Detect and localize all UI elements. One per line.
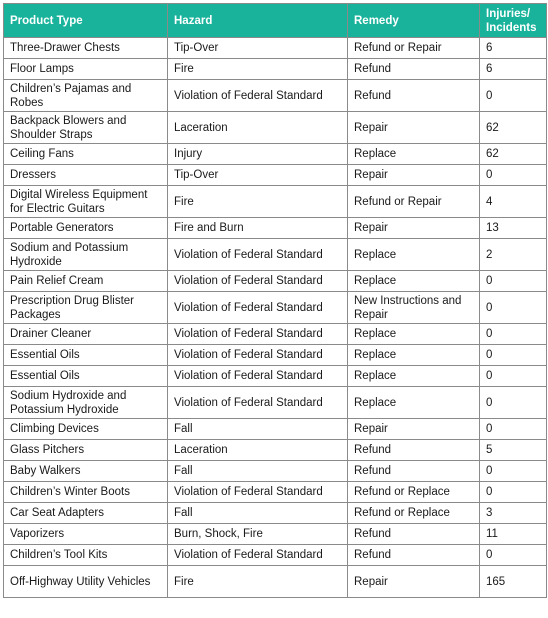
cell-remedy: Repair xyxy=(348,165,480,186)
cell-hazard: Fall xyxy=(168,503,348,524)
cell-hazard: Violation of Federal Standard xyxy=(168,482,348,503)
cell-injuries: 165 xyxy=(480,566,547,598)
cell-injuries: 6 xyxy=(480,59,547,80)
cell-injuries: 0 xyxy=(480,345,547,366)
table-row xyxy=(4,566,547,598)
cell-product-type: Pain Relief Cream xyxy=(4,271,168,292)
header-injuries-incidents: Injuries/ Incidents xyxy=(480,4,547,38)
cell-injuries: 0 xyxy=(480,271,547,292)
table-row xyxy=(4,387,547,419)
cell-product-type: Prescription Drug Blister Packages xyxy=(4,292,168,324)
cell-remedy: Repair xyxy=(348,112,480,144)
cell-product-type: Ceiling Fans xyxy=(4,144,168,165)
cell-injuries: 0 xyxy=(480,165,547,186)
table-row xyxy=(4,419,547,440)
table-row xyxy=(4,324,547,345)
cell-remedy: Repair xyxy=(348,566,480,598)
cell-hazard: Tip-Over xyxy=(168,165,348,186)
cell-injuries: 0 xyxy=(480,387,547,419)
cell-injuries: 0 xyxy=(480,324,547,345)
cell-remedy: Refund or Replace xyxy=(348,503,480,524)
cell-hazard: Violation of Federal Standard xyxy=(168,345,348,366)
cell-product-type: Portable Generators xyxy=(4,218,168,239)
cell-injuries: 11 xyxy=(480,524,547,545)
cell-remedy: New Instructions and Repair xyxy=(348,292,480,324)
cell-remedy: Replace xyxy=(348,271,480,292)
table-row xyxy=(4,112,547,144)
cell-injuries: 0 xyxy=(480,292,547,324)
cell-remedy: Refund xyxy=(348,59,480,80)
cell-product-type: Essential Oils xyxy=(4,345,168,366)
cell-product-type: Baby Walkers xyxy=(4,461,168,482)
table-row xyxy=(4,218,547,239)
cell-remedy: Refund xyxy=(348,80,480,112)
table-row xyxy=(4,503,547,524)
header-product-type: Product Type xyxy=(4,4,168,38)
cell-product-type: Off-Highway Utility Vehicles xyxy=(4,566,168,598)
cell-hazard: Fire and Burn xyxy=(168,218,348,239)
cell-hazard: Injury xyxy=(168,144,348,165)
cell-hazard: Fall xyxy=(168,419,348,440)
cell-remedy: Replace xyxy=(348,366,480,387)
cell-remedy: Refund or Repair xyxy=(348,38,480,59)
cell-hazard: Violation of Federal Standard xyxy=(168,239,348,271)
cell-remedy: Replace xyxy=(348,324,480,345)
cell-hazard: Fire xyxy=(168,59,348,80)
table-row xyxy=(4,440,547,461)
cell-injuries: 4 xyxy=(480,186,547,218)
cell-injuries: 0 xyxy=(480,545,547,566)
cell-remedy: Refund xyxy=(348,524,480,545)
cell-injuries: 0 xyxy=(480,80,547,112)
cell-product-type: Dressers xyxy=(4,165,168,186)
table-row xyxy=(4,144,547,165)
cell-product-type: Glass Pitchers xyxy=(4,440,168,461)
cell-hazard: Violation of Federal Standard xyxy=(168,271,348,292)
cell-injuries: 62 xyxy=(480,112,547,144)
cell-injuries: 2 xyxy=(480,239,547,271)
cell-product-type: Children’s Winter Boots xyxy=(4,482,168,503)
table-row xyxy=(4,292,547,324)
cell-remedy: Repair xyxy=(348,419,480,440)
cell-product-type: Backpack Blowers and Shoulder Straps xyxy=(4,112,168,144)
cell-product-type: Children’s Pajamas and Robes xyxy=(4,80,168,112)
cell-product-type: Essential Oils xyxy=(4,366,168,387)
cell-injuries: 3 xyxy=(480,503,547,524)
cell-injuries: 13 xyxy=(480,218,547,239)
table-header-row xyxy=(4,4,547,38)
cell-remedy: Refund xyxy=(348,440,480,461)
cell-product-type: Digital Wireless Equipment for Electric Guitars xyxy=(4,186,168,218)
cell-injuries: 6 xyxy=(480,38,547,59)
cell-injuries: 0 xyxy=(480,419,547,440)
cell-injuries: 0 xyxy=(480,461,547,482)
table-row xyxy=(4,545,547,566)
cell-remedy: Refund or Repair xyxy=(348,186,480,218)
cell-remedy: Replace xyxy=(348,345,480,366)
cell-remedy: Replace xyxy=(348,387,480,419)
cell-product-type: Three-Drawer Chests xyxy=(4,38,168,59)
table-row xyxy=(4,461,547,482)
cell-product-type: Drainer Cleaner xyxy=(4,324,168,345)
cell-hazard: Fire xyxy=(168,186,348,218)
table-row xyxy=(4,271,547,292)
cell-injuries: 0 xyxy=(480,366,547,387)
table-row xyxy=(4,38,547,59)
cell-hazard: Violation of Federal Standard xyxy=(168,387,348,419)
cell-hazard: Violation of Federal Standard xyxy=(168,324,348,345)
cell-hazard: Tip-Over xyxy=(168,38,348,59)
cell-hazard: Laceration xyxy=(168,112,348,144)
cell-injuries: 0 xyxy=(480,482,547,503)
cell-product-type: Sodium and Potassium Hydroxide xyxy=(4,239,168,271)
header-remedy: Remedy xyxy=(348,4,480,38)
table-row xyxy=(4,59,547,80)
table-row xyxy=(4,482,547,503)
cell-hazard: Violation of Federal Standard xyxy=(168,80,348,112)
table-row xyxy=(4,345,547,366)
cell-remedy: Replace xyxy=(348,239,480,271)
cell-product-type: Vaporizers xyxy=(4,524,168,545)
table-row xyxy=(4,366,547,387)
cell-product-type: Climbing Devices xyxy=(4,419,168,440)
cell-remedy: Refund or Replace xyxy=(348,482,480,503)
cell-product-type: Sodium Hydroxide and Potassium Hydroxide xyxy=(4,387,168,419)
cell-hazard: Violation of Federal Standard xyxy=(168,545,348,566)
cell-hazard: Violation of Federal Standard xyxy=(168,366,348,387)
table-row xyxy=(4,239,547,271)
cell-injuries: 5 xyxy=(480,440,547,461)
cell-remedy: Repair xyxy=(348,218,480,239)
recalls-table xyxy=(3,3,547,598)
cell-hazard: Laceration xyxy=(168,440,348,461)
header-hazard: Hazard xyxy=(168,4,348,38)
cell-injuries: 62 xyxy=(480,144,547,165)
table-row xyxy=(4,165,547,186)
cell-hazard: Violation of Federal Standard xyxy=(168,292,348,324)
cell-hazard: Fire xyxy=(168,566,348,598)
cell-hazard: Fall xyxy=(168,461,348,482)
cell-product-type: Floor Lamps xyxy=(4,59,168,80)
cell-product-type: Car Seat Adapters xyxy=(4,503,168,524)
cell-hazard: Burn, Shock, Fire xyxy=(168,524,348,545)
table-row xyxy=(4,186,547,218)
table-row xyxy=(4,80,547,112)
cell-remedy: Refund xyxy=(348,545,480,566)
cell-remedy: Refund xyxy=(348,461,480,482)
table-row xyxy=(4,524,547,545)
cell-remedy: Replace xyxy=(348,144,480,165)
cell-product-type: Children’s Tool Kits xyxy=(4,545,168,566)
